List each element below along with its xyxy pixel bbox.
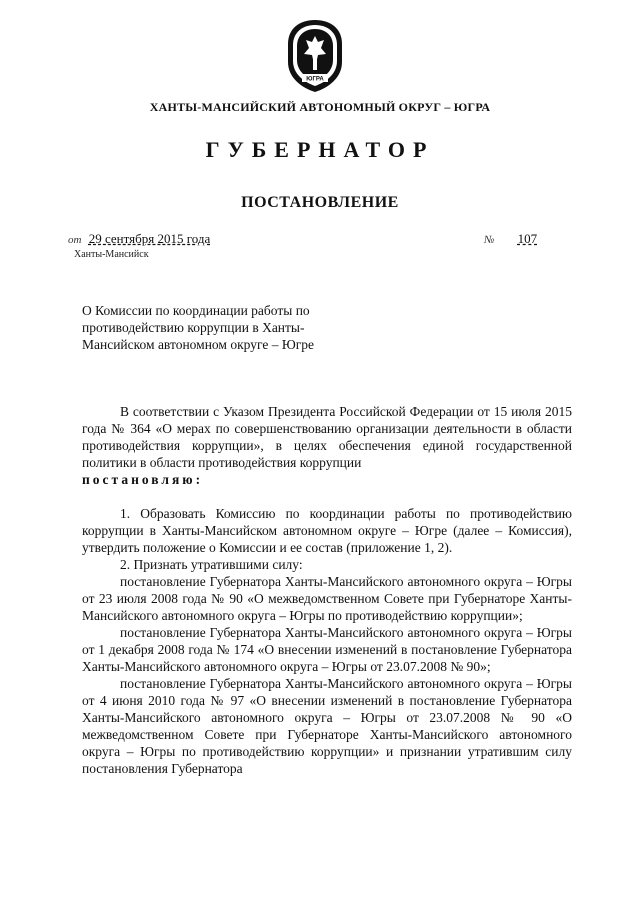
number-prefix: № bbox=[484, 234, 495, 246]
region-title: ХАНТЫ-МАНСИЙСКИЙ АВТОНОМНЫЙ ОКРУГ – ЮГРА bbox=[149, 100, 491, 114]
date-prefix: от bbox=[68, 234, 82, 246]
item-2-paragraph: 2. Признать утратившими силу: bbox=[120, 557, 303, 572]
authority-title: ГУБЕРНАТОР bbox=[205, 137, 435, 162]
date-value: 29 сентября 2015 года bbox=[88, 231, 211, 246]
item-1-paragraph: 1. Образовать Комиссию по координации работы по противодействию коррупции в Ханты-Мансийском автономном округе – Югре (далее – Комиссия), утвердить положение о Комиссии и ее состав (приложение 1, 2). bbox=[82, 506, 572, 555]
decree-city: Ханты-Мансийск bbox=[74, 249, 149, 260]
decree-number bbox=[484, 231, 547, 247]
number-value: 107 bbox=[517, 231, 538, 246]
postanovlyayu-word: постановляю: bbox=[82, 472, 204, 487]
item-2b-paragraph: постановление Губернатора Ханты-Мансийского автономного округа – Югры от 1 декабря 2008 года № 174 «О внесении изменений в постановление Губернатора Ханты-Мансийского автономного округа – Югры от 23.07.2008 № 90»; bbox=[82, 625, 572, 674]
decree-subject: О Комиссии по координации работы по противодействию коррупции в Ханты-Мансийском автономном округе – Югре bbox=[82, 303, 314, 352]
decree-date bbox=[68, 231, 210, 247]
decree-body bbox=[82, 403, 572, 777]
document-type: ПОСТАНОВЛЕНИЕ bbox=[241, 194, 399, 211]
emblem-caption: ЮГРА bbox=[306, 76, 324, 83]
coat-of-arms-icon bbox=[284, 18, 346, 94]
preamble-paragraph: В соответствии с Указом Президента Российской Федерации от 15 июля 2015 года № 364 «О мерах по совершенствованию организации деятельности в области противодействия коррупции», в целях обеспечения единой государственной политики в области противодействия коррупции bbox=[82, 404, 572, 470]
item-2c-paragraph: постановление Губернатора Ханты-Мансийского автономного округа – Югры от 4 июня 2010 года № 97 «О внесении изменений в постановление Губернатора Ханты-Мансийского автономного округа – Югры от 23.07.2008 № 90 «О межведомственном Совете при Губернаторе Ханты-Мансийского автономного округа – Югры по противодействию коррупции» и признании утратившим силу постановления Губернатора bbox=[82, 676, 572, 776]
item-2a-paragraph: постановление Губернатора Ханты-Мансийского автономного округа – Югры от 23 июля 2008 года № 90 «О межведомственном Совете при Губернаторе Ханты-Мансийского автономного округа – Югры по противодействию коррупции»; bbox=[82, 574, 572, 623]
